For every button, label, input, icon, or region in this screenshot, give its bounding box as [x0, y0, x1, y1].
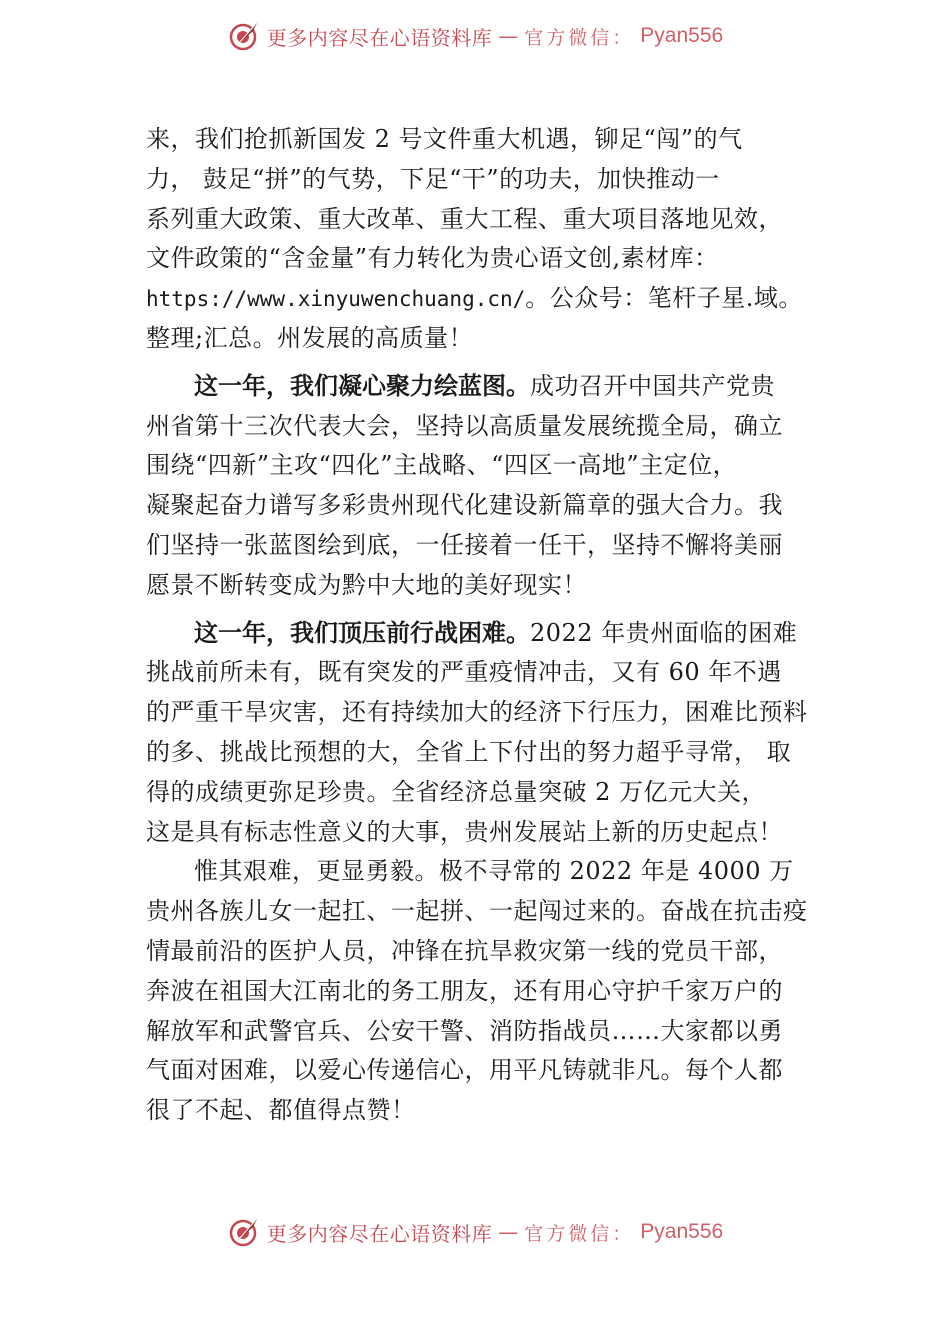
text-line: 挑战前所未有，既有突发的严重疫情冲击，又有 60 年不遇 [146, 658, 782, 687]
text-line: 系列重大政策、重大改革、重大工程、重大项目落地见效， [146, 204, 783, 233]
text-line: 的多、挑战比预想的大，全省上下付出的努力超乎寻常， 取 [146, 737, 792, 766]
text-line: 们坚持一张蓝图绘到底，一任接着一任干，坚持不懈将美丽 [146, 530, 783, 559]
text-line: 围绕“四新”主攻“四化”主战略、“四区一高地”主定位， [146, 451, 738, 480]
wechat-label: 官方微信： [524, 1222, 635, 1245]
text-line: 这是具有标志性意义的大事，贵州发展站上新的历史起点！ [146, 817, 783, 846]
text-line: 奔波在祖国大江南北的务工朋友，还有用心守护千家万户的 [146, 976, 783, 1005]
separator: — [498, 1220, 519, 1244]
site-name: 更多内容尽在心语资料库 [266, 1221, 493, 1246]
text-line: 惟其艰难，更显勇毅。极不寻常的 2022 年是 4000 万 [194, 857, 794, 886]
wechat-id: Pyan556 [640, 24, 724, 47]
text-fragment: 。公众号：笔杆子星.域。 [525, 284, 803, 313]
text-line: 来，我们抢抓新国发 2 号文件重大机遇，铆足“闯”的气 [146, 125, 743, 153]
text-line: 气面对困难，以爱心传递信心，用平凡铸就非凡。每个人都 [146, 1056, 783, 1085]
quill-circle-logo-icon [227, 1215, 261, 1249]
paragraph-1 [146, 120, 810, 359]
text-line [146, 367, 810, 407]
footer-banner [0, 1212, 950, 1252]
text-line: 整理;汇总。州发展的高质量！ [146, 323, 474, 352]
text-line: 贵州各族儿女一起扛、一起拼、一起闯过来的。奋战在抗击疫 [146, 897, 808, 926]
text-line: 很了不起、都值得点赞！ [146, 1096, 416, 1125]
text-line: 的严重干旱灾害，还有持续加大的经济下行压力，困难比预料 [146, 698, 808, 727]
text-line: 解放军和武警官兵、公安干警、消防指战员……大家都以勇 [146, 1016, 783, 1045]
quill-circle-logo-icon [227, 19, 261, 53]
text-line: 得的成绩更弥足珍贵。全省经济总量突破 2 万亿元大关， [146, 777, 767, 806]
wechat-label: 官方微信： [524, 26, 635, 49]
text-line: 文件政策的“含金量”有力转化为贵心语文创,素材库： [146, 244, 719, 273]
text-line: 愿景不断转变成为黔中大地的美好现实！ [146, 570, 587, 599]
text-line [146, 279, 810, 319]
header-banner [0, 16, 950, 56]
text-line: 凝聚起奋力谱写多彩贵州现代化建设新篇章的强大合力。我 [146, 491, 783, 520]
text-line: 力， 鼓足“拼”的气势，下足“干”的功夫，加快推动一 [146, 164, 720, 193]
paragraph-4 [146, 852, 810, 1131]
document-body [146, 120, 810, 1131]
site-name: 更多内容尽在心语资料库 [266, 25, 493, 50]
separator: — [498, 24, 519, 48]
paragraph-3 [146, 614, 810, 853]
text-line: 州省第十三次代表大会，坚持以高质量发展统揽全局，确立 [146, 411, 783, 440]
text-line: 情最前沿的医护人员，冲锋在抗旱救灾第一线的党员干部， [146, 936, 783, 965]
text-fragment: 2022 年贵州面临的困难 [530, 618, 798, 647]
paragraph-2 [146, 367, 810, 606]
paragraph-lead: 这一年，我们顶压前行战困难。 [194, 618, 530, 647]
text-fragment: 成功召开中国共产党贵 [530, 371, 775, 400]
url-text: https://www.xinyuwenchuang.cn/ [146, 287, 526, 312]
wechat-id: Pyan556 [640, 1220, 724, 1243]
text-line [146, 614, 810, 654]
paragraph-lead: 这一年，我们凝心聚力绘蓝图。 [194, 371, 530, 400]
